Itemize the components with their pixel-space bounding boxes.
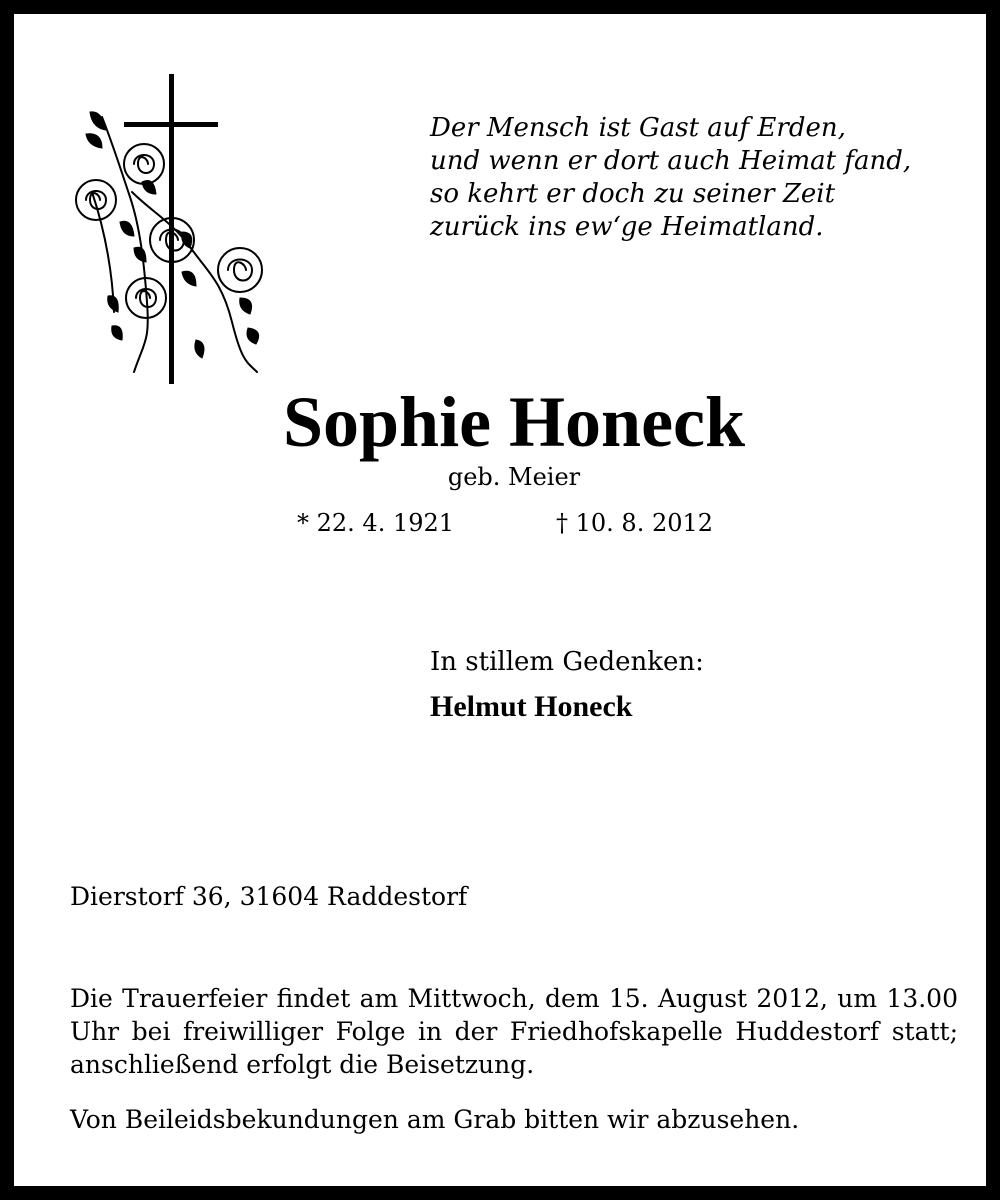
funeral-service-info: Die Trauerfeier findet am Mittwoch, dem 15. August 2012, um 13.00 Uhr bei freiwilliger Folge in der Friedhofskapelle Huddestorf statt; anschließend erfolgt die Beisetzung. — [70, 984, 958, 1079]
cross-with-roses-icon — [72, 72, 292, 390]
maiden-name: geb. Meier — [447, 463, 581, 491]
poem-line: und wenn er dort auch Heimat fand, — [430, 146, 912, 176]
poem-line: so kehrt er doch zu seiner Zeit — [430, 179, 836, 209]
poem-verse — [430, 112, 990, 244]
remembrance-line: In stillem Gedenken: — [430, 647, 704, 677]
mourner-address: Dierstorf 36, 31604 Raddestorf — [70, 882, 468, 911]
poem-line: zurück ins ew‘ge Heimatland. — [430, 212, 824, 242]
mourner-name: Helmut Honeck — [430, 690, 633, 723]
condolence-request: Von Beileidsbekundungen am Grab bitten wir abzusehen. — [70, 1105, 800, 1134]
deceased-name: Sophie Honeck — [282, 382, 746, 462]
poem-line: Der Mensch ist Gast auf Erden, — [430, 113, 846, 143]
birth-date: * 22. 4. 1921 — [297, 509, 455, 537]
death-date: † 10. 8. 2012 — [556, 509, 714, 537]
